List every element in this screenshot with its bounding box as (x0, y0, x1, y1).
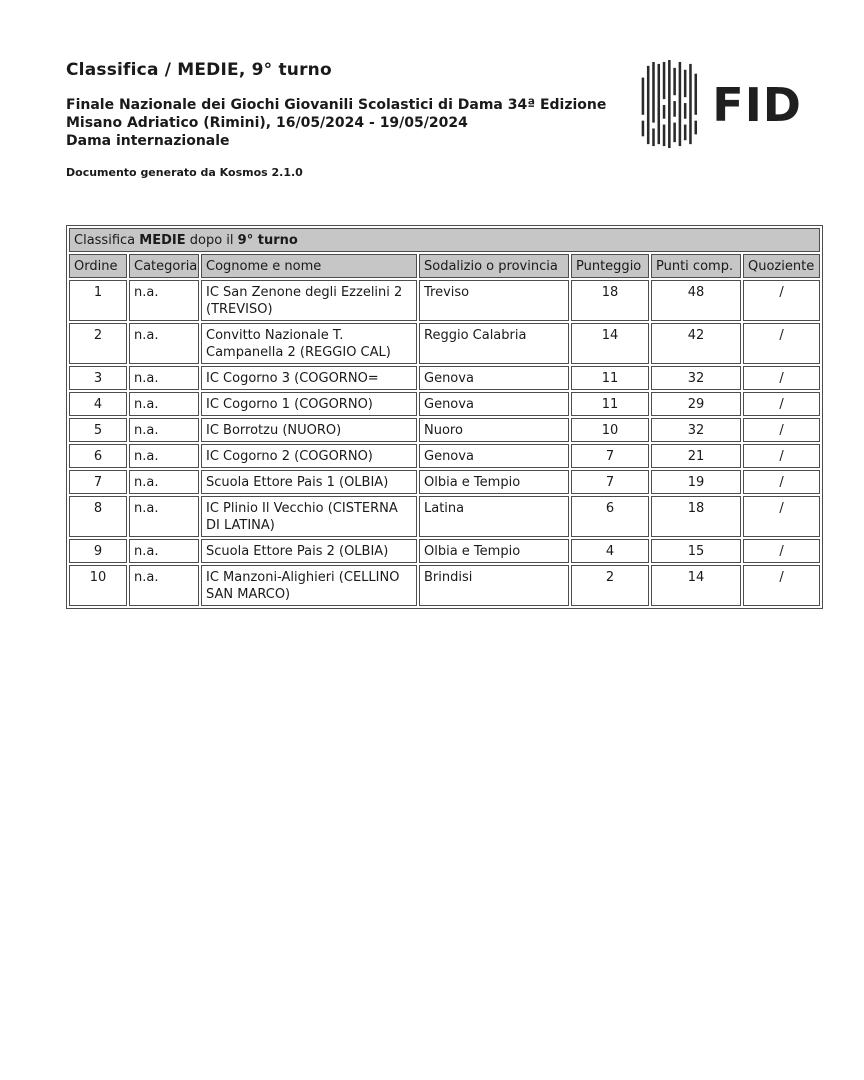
cell-categoria: n.a. (129, 392, 199, 416)
cell-quoziente: / (743, 366, 820, 390)
cell-sodalizio-o-provincia: Olbia e Tempio (419, 470, 569, 494)
cell-ordine: 9 (69, 539, 127, 563)
cell-punteggio: 10 (571, 418, 649, 442)
cell-punti-comp: 32 (651, 366, 741, 390)
table-caption-row (69, 228, 820, 252)
cell-punti-comp: 42 (651, 323, 741, 364)
ranking-table (66, 225, 823, 609)
table-row (69, 565, 820, 606)
cell-sodalizio-o-provincia: Brindisi (419, 565, 569, 606)
cell-sodalizio-o-provincia: Latina (419, 496, 569, 537)
table-row (69, 470, 820, 494)
table-header-row (69, 254, 820, 278)
table-row (69, 280, 820, 321)
cell-punteggio: 7 (571, 444, 649, 468)
cell-punteggio: 11 (571, 366, 649, 390)
cell-sodalizio-o-provincia: Treviso (419, 280, 569, 321)
cell-quoziente: / (743, 539, 820, 563)
document-header (66, 58, 804, 179)
table-row (69, 444, 820, 468)
table-row (69, 392, 820, 416)
cell-categoria: n.a. (129, 565, 199, 606)
cell-quoziente: / (743, 565, 820, 606)
cell-categoria: n.a. (129, 323, 199, 364)
cell-ordine: 7 (69, 470, 127, 494)
cell-ordine: 3 (69, 366, 127, 390)
table-body (69, 280, 820, 606)
cell-punteggio: 4 (571, 539, 649, 563)
fid-logo-text: FID (712, 78, 802, 132)
cell-punteggio: 2 (571, 565, 649, 606)
cell-sodalizio-o-provincia: Nuoro (419, 418, 569, 442)
cell-ordine: 5 (69, 418, 127, 442)
cell-quoziente: / (743, 470, 820, 494)
column-header-sodalizio-o-provincia: Sodalizio o provincia (419, 254, 569, 278)
cell-ordine: 10 (69, 565, 127, 606)
table-row (69, 418, 820, 442)
cell-cognome-e-nome: Convitto Nazionale T. Campanella 2 (REGGIO CAL) (201, 323, 417, 364)
table-row (69, 323, 820, 364)
cell-cognome-e-nome: IC Cogorno 2 (COGORNO) (201, 444, 417, 468)
cell-cognome-e-nome: IC San Zenone degli Ezzelini 2 (TREVISO) (201, 280, 417, 321)
subtitle-line-1: Finale Nazionale dei Giochi Giovanili Scolastici di Dama 34ª Edizione (66, 97, 607, 113)
cell-quoziente: / (743, 496, 820, 537)
cell-sodalizio-o-provincia: Genova (419, 392, 569, 416)
column-header-punteggio: Punteggio (571, 254, 649, 278)
cell-quoziente: / (743, 392, 820, 416)
cell-cognome-e-nome: Scuola Ettore Pais 2 (OLBIA) (201, 539, 417, 563)
cell-sodalizio-o-provincia: Genova (419, 366, 569, 390)
cell-punti-comp: 32 (651, 418, 741, 442)
cell-quoziente: / (743, 280, 820, 321)
cell-punti-comp: 18 (651, 496, 741, 537)
cell-quoziente: / (743, 418, 820, 442)
column-header-punti-comp: Punti comp. (651, 254, 741, 278)
cell-ordine: 8 (69, 496, 127, 537)
column-header-cognome-e-nome: Cognome e nome (201, 254, 417, 278)
cell-cognome-e-nome: IC Cogorno 3 (COGORNO= (201, 366, 417, 390)
cell-categoria: n.a. (129, 539, 199, 563)
cell-quoziente: / (743, 444, 820, 468)
cell-categoria: n.a. (129, 366, 199, 390)
cell-sodalizio-o-provincia: Genova (419, 444, 569, 468)
page-title: Classifica / MEDIE, 9° turno (66, 60, 332, 80)
cell-quoziente: / (743, 323, 820, 364)
cell-punti-comp: 14 (651, 565, 741, 606)
cell-punteggio: 11 (571, 392, 649, 416)
generator-note: Documento generato da Kosmos 2.1.0 (66, 166, 303, 179)
cell-cognome-e-nome: IC Borrotzu (NUORO) (201, 418, 417, 442)
cell-punti-comp: 21 (651, 444, 741, 468)
cell-categoria: n.a. (129, 280, 199, 321)
column-header-categoria: Categoria (129, 254, 199, 278)
cell-punteggio: 6 (571, 496, 649, 537)
cell-punti-comp: 19 (651, 470, 741, 494)
table-row (69, 539, 820, 563)
column-header-quoziente: Quoziente (743, 254, 820, 278)
table-row (69, 496, 820, 537)
cell-cognome-e-nome: Scuola Ettore Pais 1 (OLBIA) (201, 470, 417, 494)
cell-categoria: n.a. (129, 470, 199, 494)
cell-punteggio: 14 (571, 323, 649, 364)
cell-categoria: n.a. (129, 496, 199, 537)
table-row (69, 366, 820, 390)
cell-punti-comp: 29 (651, 392, 741, 416)
subtitle-line-2: Misano Adriatico (Rimini), 16/05/2024 - 19/05/2024 (66, 115, 468, 131)
cell-ordine: 4 (69, 392, 127, 416)
barcode-icon (640, 60, 702, 150)
table-caption: Classifica MEDIE dopo il 9° turno (69, 228, 820, 252)
cell-punti-comp: 48 (651, 280, 741, 321)
cell-punteggio: 18 (571, 280, 649, 321)
cell-ordine: 2 (69, 323, 127, 364)
cell-categoria: n.a. (129, 418, 199, 442)
cell-punteggio: 7 (571, 470, 649, 494)
cell-cognome-e-nome: IC Plinio Il Vecchio (CISTERNA DI LATINA) (201, 496, 417, 537)
subtitle-line-3: Dama internazionale (66, 133, 230, 149)
cell-ordine: 1 (69, 280, 127, 321)
cell-cognome-e-nome: IC Manzoni-Alighieri (CELLINO SAN MARCO) (201, 565, 417, 606)
column-header-ordine: Ordine (69, 254, 127, 278)
cell-sodalizio-o-provincia: Reggio Calabria (419, 323, 569, 364)
cell-categoria: n.a. (129, 444, 199, 468)
cell-punti-comp: 15 (651, 539, 741, 563)
cell-ordine: 6 (69, 444, 127, 468)
fid-logo (640, 60, 802, 150)
cell-cognome-e-nome: IC Cogorno 1 (COGORNO) (201, 392, 417, 416)
cell-sodalizio-o-provincia: Olbia e Tempio (419, 539, 569, 563)
